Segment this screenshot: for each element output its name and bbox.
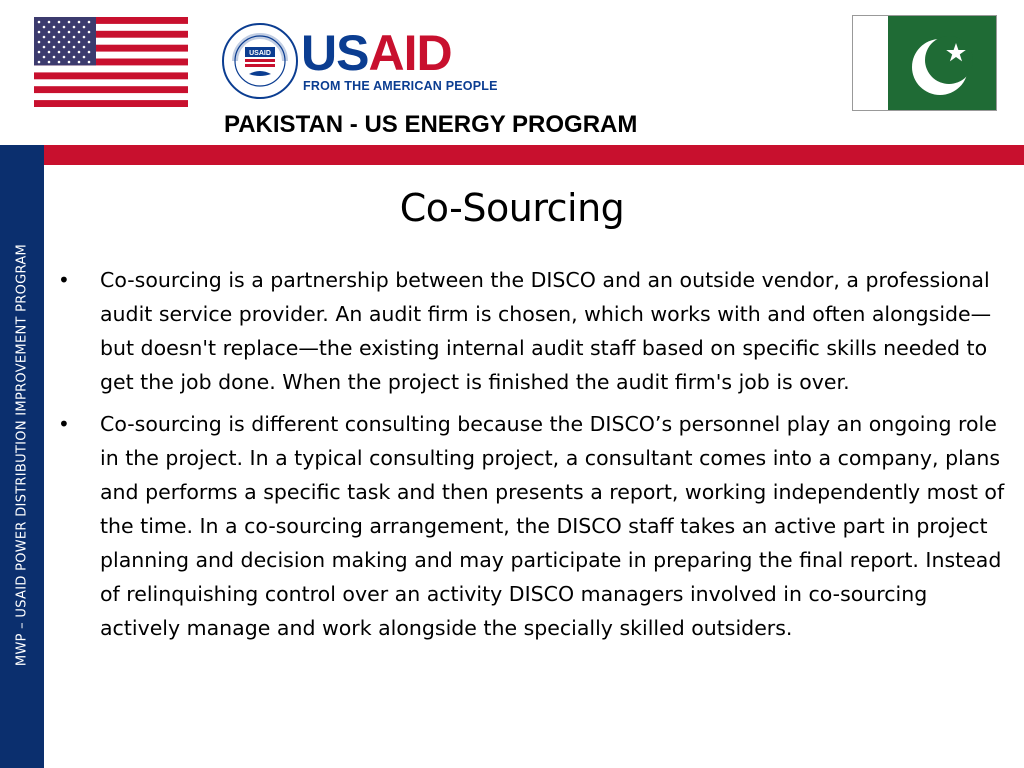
bullet-icon: • [58, 268, 70, 292]
usaid-wordmark [301, 26, 452, 80]
svg-text:USAID: USAID [249, 50, 271, 57]
side-bar-text: MWP – USAID POWER DISTRIBUTION IMPROVEMENT PROGRAM [14, 243, 30, 667]
header-divider-band [0, 145, 1024, 165]
usaid-seal-icon [221, 22, 299, 100]
pakistan-flag-icon [852, 15, 997, 111]
bullet-list [58, 263, 1008, 653]
usaid-tagline: FROM THE AMERICAN PEOPLE [303, 79, 498, 93]
list-item [58, 407, 1008, 645]
bullet-text: Co-sourcing is a partnership between the DISCO and an outside vendor, a professional audit service provider. An audit firm is chosen, which works with and often alongside—but doesn't replace—the existing internal audit staff based on specific skills needed to get the job done. When the project is finished the audit firm's job is over. [100, 268, 992, 394]
usaid-logo [221, 22, 498, 102]
program-title: PAKISTAN - US ENERGY PROGRAM [224, 111, 638, 138]
usaid-us: US [301, 25, 369, 81]
usaid-aid: AID [368, 25, 452, 81]
bullet-icon: • [58, 412, 70, 436]
bullet-text: Co-sourcing is different consulting because the DISCO’s personnel play an ongoing role in the project. In a typical consulting project, a consultant comes into a company, plans and performs a specific task and then presents a report, working independently most of the time. In a co-sourcing arrangement, the DISCO staff takes an active part in project planning and decision making and may participate in preparing the final report. Instead of relinquishing control over an activity DISCO managers involved in co-sourcing actively manage and work alongside the specially skilled outsiders. [100, 412, 1005, 640]
list-item [58, 263, 1008, 399]
slide-title: Co-Sourcing [399, 186, 625, 230]
us-flag-icon [34, 17, 188, 107]
